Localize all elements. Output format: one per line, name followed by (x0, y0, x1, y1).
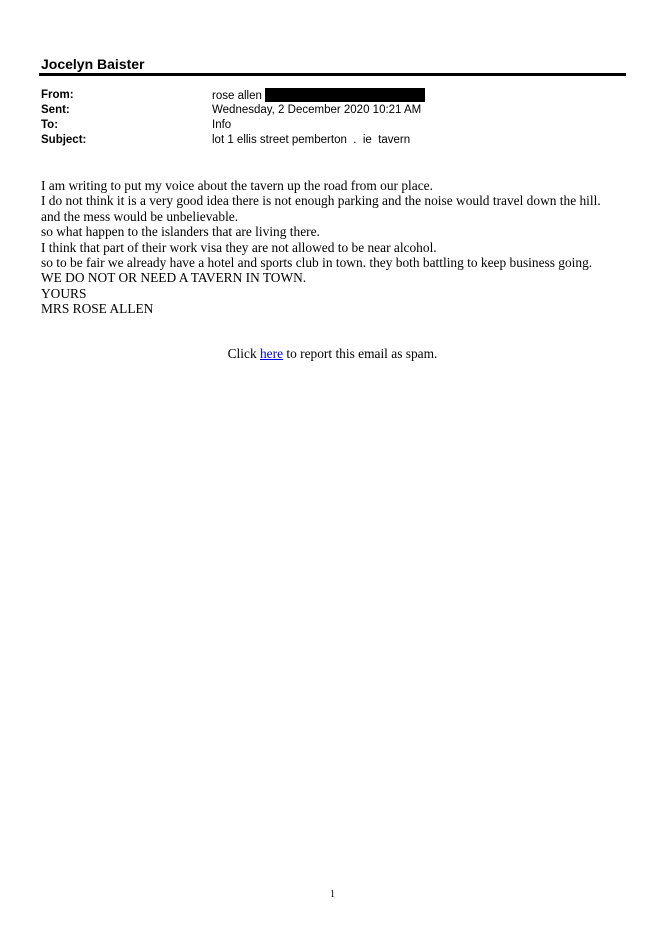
body-line: and the mess would be unbelievable. (41, 208, 239, 224)
subject-label: Subject: (41, 134, 87, 146)
sent-value: Wednesday, 2 December 2020 10:21 AM (212, 104, 422, 116)
page-number: 1 (330, 889, 335, 900)
sender-name: rose allen (212, 90, 262, 102)
body-line: YOURS (41, 285, 87, 301)
redacted-email-address (265, 88, 425, 102)
body-line: I think that part of their work visa they are not allowed to be near alcohol. (41, 239, 437, 255)
from-label: From: (41, 89, 74, 101)
body-line: I do not think it is a very good idea there is not enough parking and the noise would travel down the hill. (41, 193, 601, 209)
body-line: I am writing to put my voice about the tavern up the road from our place. (41, 178, 433, 193)
subject-value: lot 1 ellis street pemberton . ie tavern (212, 134, 411, 146)
email-body (41, 178, 631, 317)
body-line: so what happen to the islanders that are living there. (41, 224, 320, 240)
body-line: so to be fair we already have a hotel and sports club in town. they both battling to keep business going. (41, 255, 593, 271)
signature-line: MRS ROSE ALLEN (41, 301, 154, 317)
header-divider (39, 73, 626, 76)
to-value: Info (212, 119, 232, 131)
spam-notice-prefix: Click (227, 346, 260, 361)
sent-label: Sent: (41, 104, 70, 116)
report-spam-link[interactable]: here (259, 346, 284, 361)
mailbox-owner-name: Jocelyn Baister (41, 56, 145, 72)
to-label: To: (41, 119, 59, 131)
spam-notice-suffix: to report this email as spam. (283, 346, 438, 361)
from-value (212, 88, 425, 104)
body-line: WE DO NOT OR NEED A TAVERN IN TOWN. (41, 270, 307, 286)
spam-report-notice (0, 346, 665, 362)
